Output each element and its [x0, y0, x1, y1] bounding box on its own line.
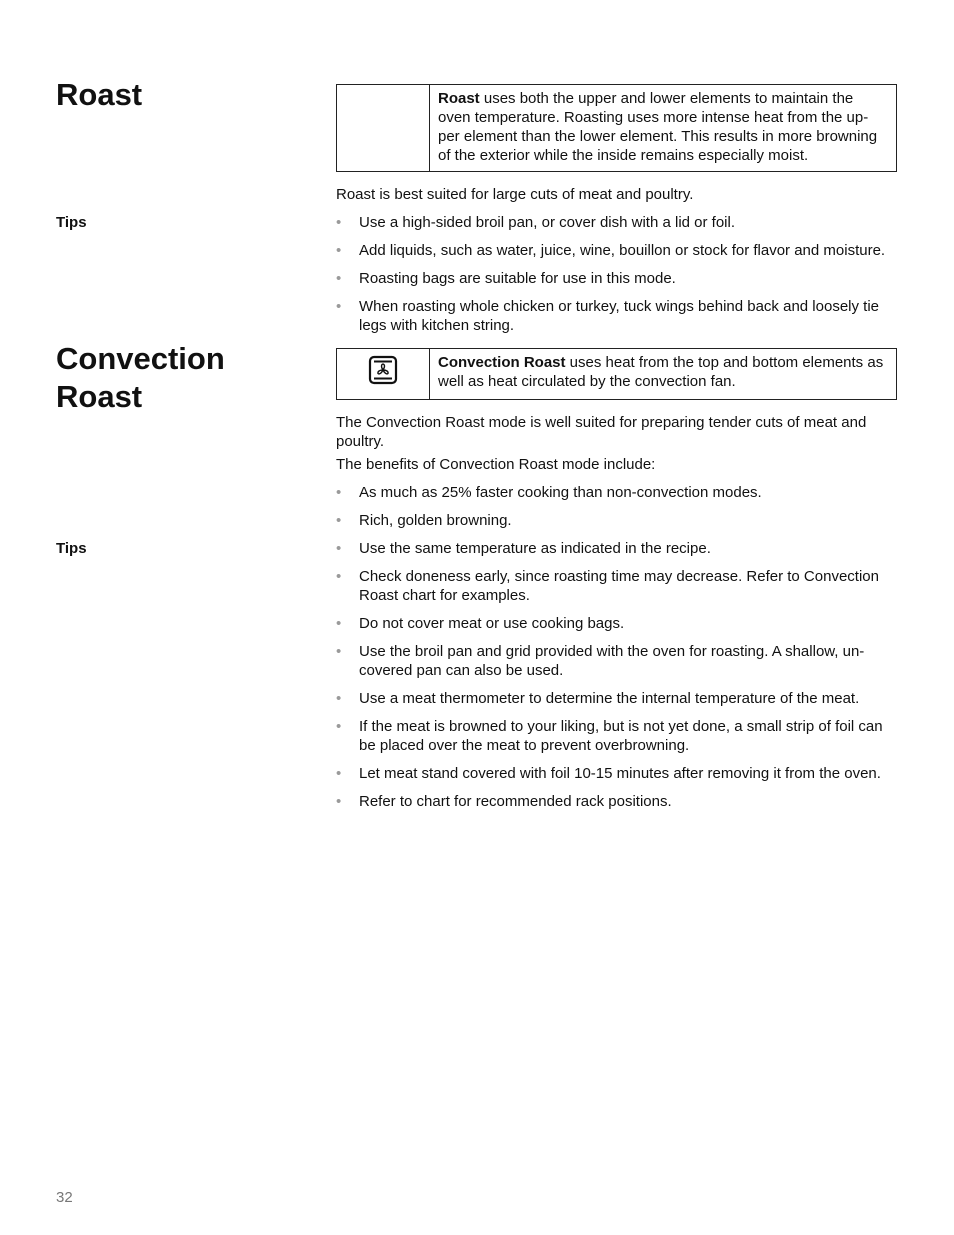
list-item: • Roasting bags are suitable for use in this mode.	[336, 270, 676, 287]
roast-tips-label: Tips	[56, 214, 87, 231]
list-item: • Check doneness early, since roasting time may decrease. Refer to Convection Roast chart for examples.	[336, 568, 879, 604]
convection-roast-description-bold: Convection Roast	[438, 354, 566, 371]
convection-roast-benefits-intro: The benefits of Convection Roast mode include:	[336, 456, 656, 473]
convection-roast-description	[430, 349, 896, 399]
bullet-icon: •	[336, 615, 342, 632]
list-item: • If the meat is browned to your liking, but is not yet done, a small strip of foil can be placed over the meat to prevent overbrowning.	[336, 718, 883, 754]
bullet-icon: •	[336, 540, 342, 557]
convection-roast-heading-line2: Roast	[56, 379, 143, 414]
roast-icon-cell	[337, 85, 430, 171]
bullet-icon: •	[336, 568, 342, 585]
roast-description-text: uses both the upper and lower elements to maintain the oven temperature. Roasting uses more intense heat from the up-per element than the lower element. This results in more browning of the exterior while the inside remains especially moist.	[438, 90, 878, 164]
list-item: • When roasting whole chicken or turkey, tuck wings behind back and loosely tie legs with kitchen string.	[336, 298, 879, 334]
list-item: • Do not cover meat or use cooking bags.	[336, 615, 625, 632]
bullet-icon: •	[336, 690, 342, 707]
bullet-icon: •	[336, 765, 342, 782]
bullet-icon: •	[336, 793, 342, 810]
convection-roast-icon-cell	[337, 349, 430, 399]
list-item: • Rich, golden browning.	[336, 512, 512, 529]
convection-roast-benefits-list	[336, 483, 898, 539]
bullet-icon: •	[336, 298, 342, 315]
convection-roast-heading	[56, 340, 225, 416]
bullet-icon: •	[336, 270, 342, 287]
list-item: • Use the same temperature as indicated in the recipe.	[336, 540, 711, 557]
roast-tips-list	[336, 213, 898, 344]
convection-roast-tips-label: Tips	[56, 540, 87, 557]
convection-roast-intro: The Convection Roast mode is well suited for preparing tender cuts of meat and poultry.	[336, 414, 867, 450]
roast-description	[430, 85, 896, 171]
bullet-icon: •	[336, 484, 342, 501]
list-item: • Add liquids, such as water, juice, wine, bouillon or stock for flavor and moisture.	[336, 242, 886, 259]
list-item: • Let meat stand covered with foil 10-15 minutes after removing it from the oven.	[336, 765, 881, 782]
list-item: • Use a high-sided broil pan, or cover dish with a lid or foil.	[336, 214, 736, 231]
convection-roast-mode-box	[336, 348, 897, 400]
roast-heading: Roast	[56, 77, 143, 112]
bullet-icon: •	[336, 512, 342, 529]
bullet-icon: •	[336, 214, 342, 231]
list-item: • Use a meat thermometer to determine the internal temperature of the meat.	[336, 690, 860, 707]
page-number: 32	[56, 1189, 73, 1206]
roast-intro: Roast is best suited for large cuts of meat and poultry.	[336, 186, 694, 203]
convection-roast-tips-list	[336, 539, 898, 820]
list-item: • Use the broil pan and grid provided with the oven for roasting. A shallow, un-covered pan can also be used.	[336, 643, 865, 679]
list-item: • Refer to chart for recommended rack positions.	[336, 793, 672, 810]
bullet-icon: •	[336, 643, 342, 660]
bullet-icon: •	[336, 718, 342, 735]
convection-roast-description-text: uses heat from the top and bottom elements as well as heat circulated by the convection fan.	[438, 354, 884, 390]
roast-description-bold: Roast	[438, 90, 480, 107]
roast-mode-box	[336, 84, 897, 172]
bullet-icon: •	[336, 242, 342, 259]
list-item: • As much as 25% faster cooking than non-convection modes.	[336, 484, 762, 501]
convection-fan-icon	[368, 355, 398, 385]
convection-roast-heading-line1: Convection	[56, 341, 225, 376]
